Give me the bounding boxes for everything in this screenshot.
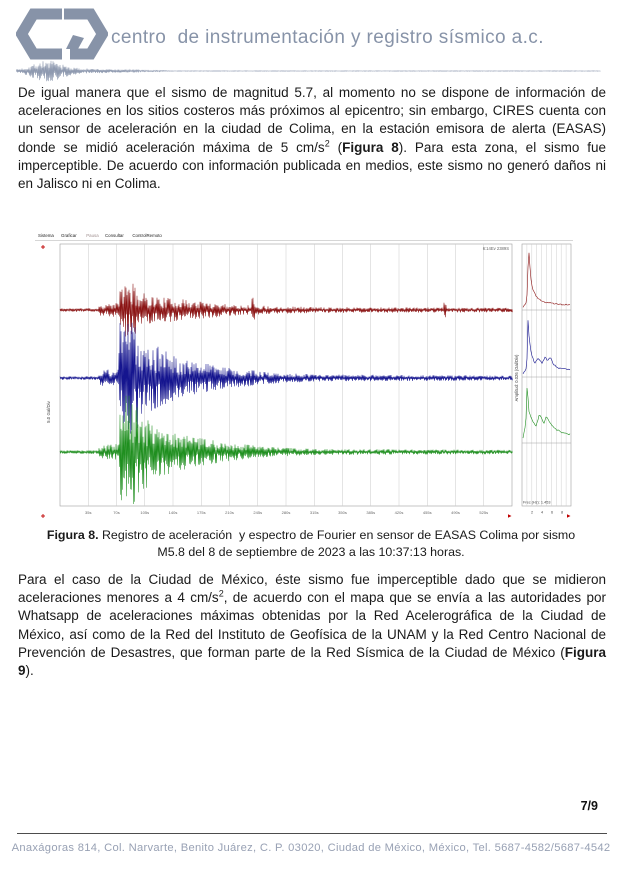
svg-text:420s: 420s (394, 510, 404, 515)
svg-text:280s: 280s (281, 510, 291, 515)
red-arrow-marker (508, 514, 512, 518)
p1-superscript: 2 (324, 138, 330, 149)
seismogram-divider (16, 57, 608, 85)
svg-text:70s: 70s (113, 510, 120, 515)
figure-9-reference: Figura 9 (18, 644, 606, 679)
red-arrow-marker (567, 514, 571, 518)
footer-address: Anaxágoras 814, Col. Narvarte, Benito Juárez, C. P. 03020, Ciudad de México, México, Tel. 5687-4582/5687-4542 (11, 842, 611, 854)
p1-text: ). Para esta zona, el sismo fue imperceptible. De acuerdo con información publicada en medios, este sismo no generó daños ni en Jalisco ni en Colima. (18, 139, 607, 192)
y-axis-label: 5.0 Gal/Div (46, 401, 51, 423)
svg-text:6: 6 (550, 510, 554, 515)
svg-text:350s: 350s (338, 510, 347, 515)
red-cursor-marker (41, 514, 45, 518)
spectrum-amplitude-label: Amplitud: 0.026 (Gal/Div) (514, 354, 519, 402)
svg-text:455s: 455s (422, 510, 432, 515)
figure-8-caption (38, 527, 584, 560)
cires-logo-icon (16, 8, 108, 60)
menu-item-sistema: Sistema (38, 233, 54, 238)
p2-superscript: 2 (218, 588, 224, 599)
frequency-tick-labels (531, 511, 563, 515)
page-number: 7/9 (580, 799, 598, 813)
svg-text:385s: 385s (366, 510, 376, 515)
svg-text:8: 8 (560, 510, 564, 515)
menu-item-controlremoto: ControlRemoto (132, 233, 162, 238)
svg-text:315s: 315s (309, 510, 319, 515)
svg-text:210s: 210s (225, 510, 234, 515)
p1-text: ( (329, 139, 343, 155)
p2-text: Para el caso de la Ciudad de México, éste sismo fue imperceptible dado que se midieron aceleraciones menores a 4 cm/s (18, 572, 606, 606)
figure-8-accelerogram-chart (35, 230, 573, 524)
caption-text: Registro de aceleración y espectro de Fourier en sensor de EASAS Colima por sismo M5.8 del 8 de septiembre de 2023 a las 10:37:13 horas. (98, 528, 579, 559)
svg-text:105s: 105s (140, 510, 150, 515)
paragraph-1 (18, 84, 606, 193)
svg-text:245s: 245s (253, 510, 263, 515)
svg-text:525s: 525s (479, 510, 489, 515)
svg-text:2: 2 (530, 510, 534, 515)
caption-label: Figura 8. (46, 528, 99, 542)
red-cursor-marker (41, 245, 45, 249)
svg-text:490s: 490s (451, 510, 460, 515)
p2-text: , de acuerdo con el mapa que se envía a las autoridades por Whatsapp de aceleraciones máximas obtenidas por la Red Acelerográfica de la Ciudad de México, así como de la Red del Instituto de Geofísica de la UNAM y la Red Centro Nacional de Prevención de Desastres, que forman parte de la Red Sísmica de la Ciudad de México ( (18, 590, 606, 660)
menu-item-pausa: Pausa (86, 233, 99, 238)
paragraph-2 (18, 571, 606, 680)
x-tick-labels (85, 510, 488, 515)
p2-text: ). (25, 663, 34, 679)
svg-text:175s: 175s (196, 510, 206, 515)
menu-item-consultar: Consultar (105, 233, 124, 238)
org-name: centro de instrumentación y registro sísmico a.c. (111, 27, 544, 48)
window-status-label: 6:14Ev 2389S (482, 246, 509, 251)
spectrum-frequency-label: Frec (Hz): 1.453 (523, 500, 551, 505)
p1-text: De igual manera que el sismo de magnitud 5.7, al momento no se dispone de información de aceleraciones en los sitios costeros más próximos al epicentro; sin embargo, CIRES cuenta con un sensor de aceleración en la ciudad de Colima, en la estación emisora de alerta (EASAS) donde se midió aceleración máxima de 5 cm/s (18, 85, 606, 155)
svg-text:35s: 35s (85, 510, 92, 515)
svg-text:140s: 140s (168, 510, 178, 515)
menu-item-graficar: Graficar (61, 233, 77, 238)
figure-8-reference: Figura 8 (342, 139, 399, 155)
logo-wedge (66, 35, 84, 49)
logo-left-hexagon (22, 14, 63, 54)
footer-rule (17, 833, 607, 834)
svg-text:4: 4 (540, 510, 544, 515)
divider-waveform (16, 61, 601, 81)
